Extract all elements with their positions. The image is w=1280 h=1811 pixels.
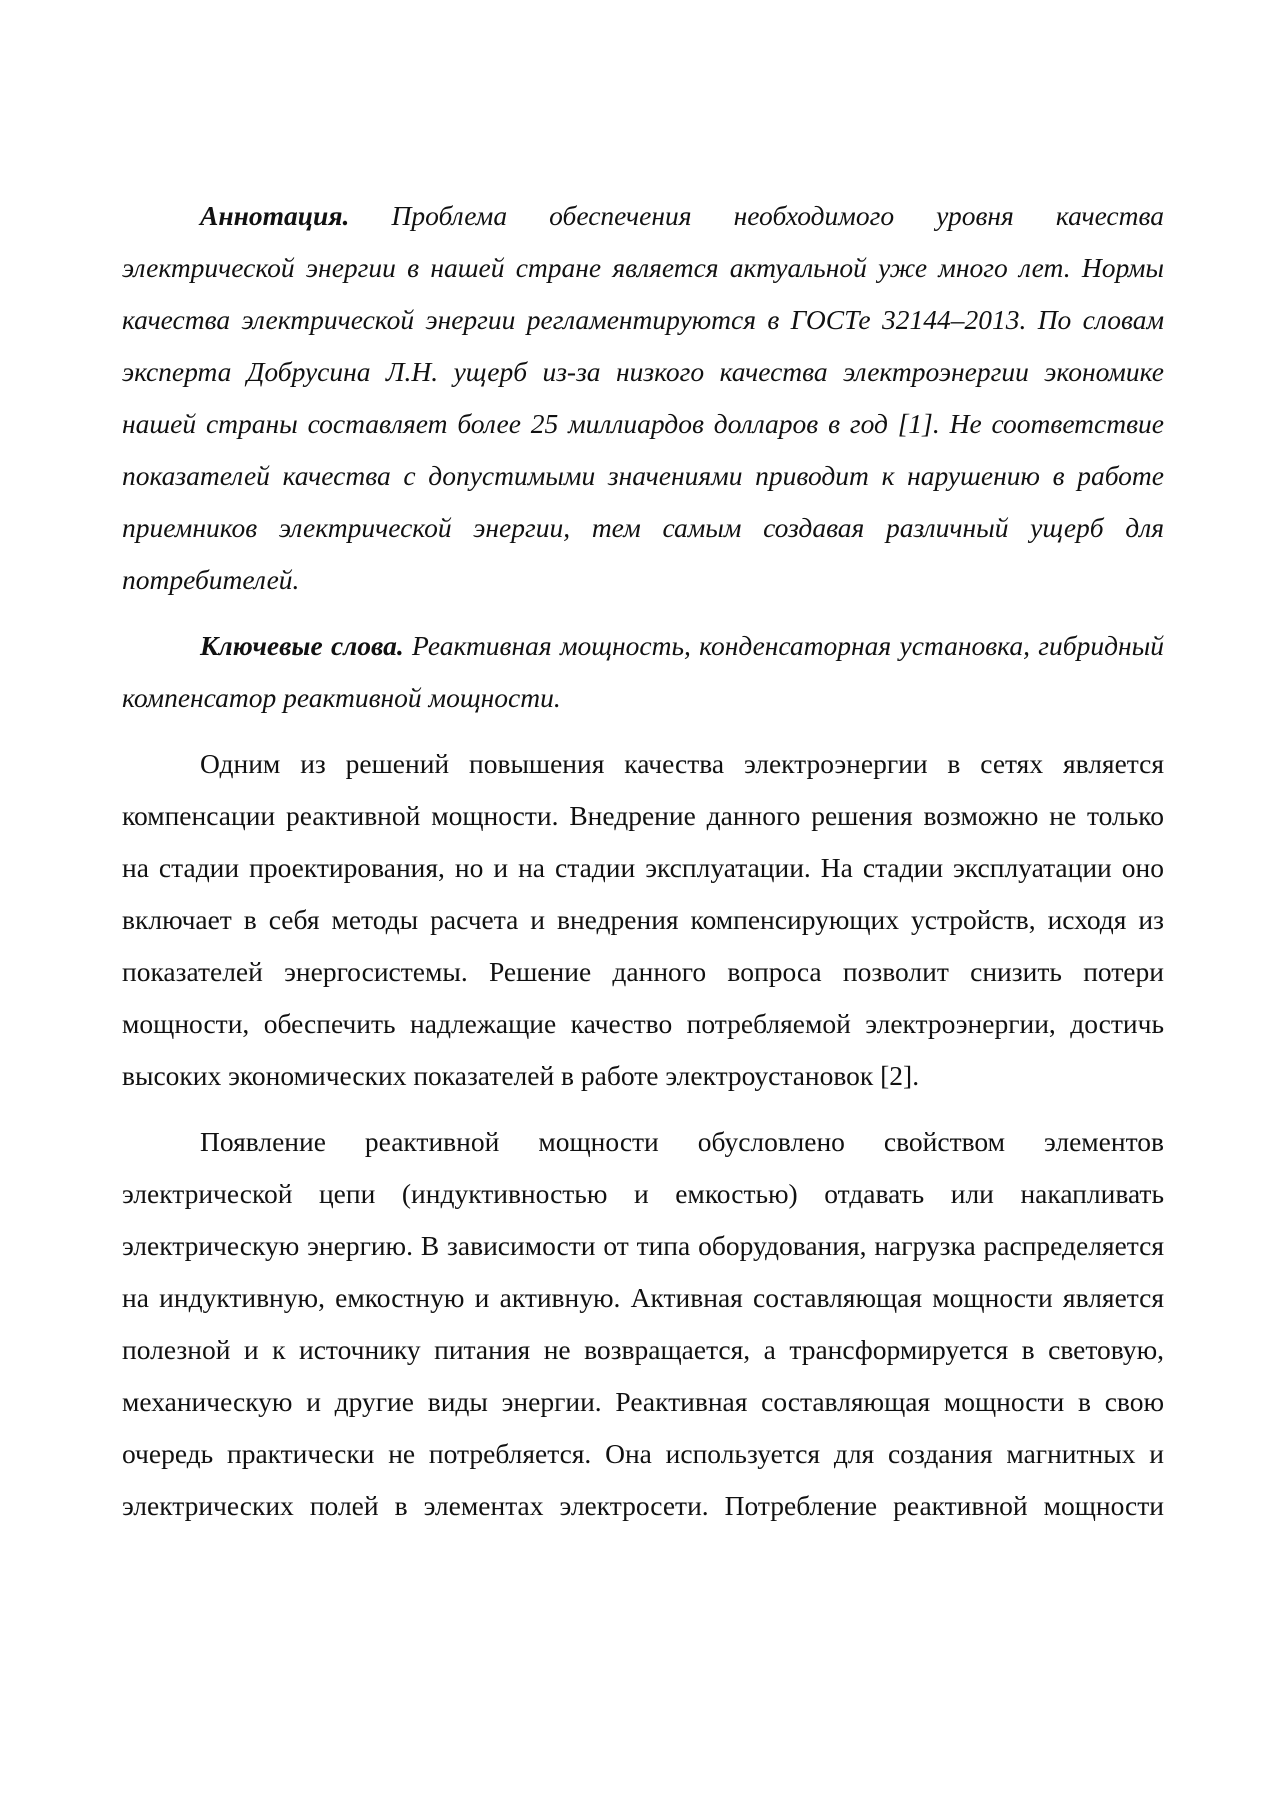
body-paragraph: Появление реактивной мощности обусловлено свойством элементов электрической цепи (индуктивностью и емкостью) отдавать или накапливать электрическую энергию. В зависимости от типа оборудования, нагрузка распределяется на индуктивную, емкостную и активную. Активная составляющая мощности является полезной и к источнику питания не возвращается, а трансформируется в световую, механическую и другие виды энергии. Реактивная составляющая мощности в свою очередь практически не потребляется. Она используется для создания магнитных и электрических полей в элементах электросети. Потребление реактивной мощности [122, 1126, 1164, 1521]
annotation-paragraph [122, 190, 1164, 606]
annotation-text: Проблема обеспечения необходимого уровня качества электрической энергии в нашей стране является актуальной уже много лет. Нормы качества электрической энергии регламентируются в ГОСТе 32144–2013. По словам эксперта Добрусина Л.Н. ущерб из-за низкого качества электроэнергии экономике нашей страны составляет более 25 миллиардов долларов в год [1]. Не соответствие показателей качества с допустимыми значениями приводит к нарушению в работе приемников электрической энергии, тем самым создавая различный ущерб для потребителей. [122, 200, 1164, 595]
document-page [122, 190, 1164, 1546]
annotation-label: Аннотация. [200, 200, 350, 231]
keywords-paragraph [122, 620, 1164, 724]
keywords-label: Ключевые слова. [200, 630, 404, 661]
body-paragraph: Одним из решений повышения качества электроэнергии в сетях является компенсации реактивной мощности. Внедрение данного решения возможно не только на стадии проектирования, но и на стадии эксплуатации. На стадии эксплуатации оно включает в себя методы расчета и внедрения компенсирующих устройств, исходя из показателей энергосистемы. Решение данного вопроса позволит снизить потери мощности, обеспечить надлежащие качество потребляемой электроэнергии, достичь высоких экономических показателей в работе электроустановок [2]. [122, 748, 1164, 1091]
keywords-text: Реактивная мощность, конденсаторная установка, гибридный компенсатор реактивной мощности. [122, 630, 1164, 713]
